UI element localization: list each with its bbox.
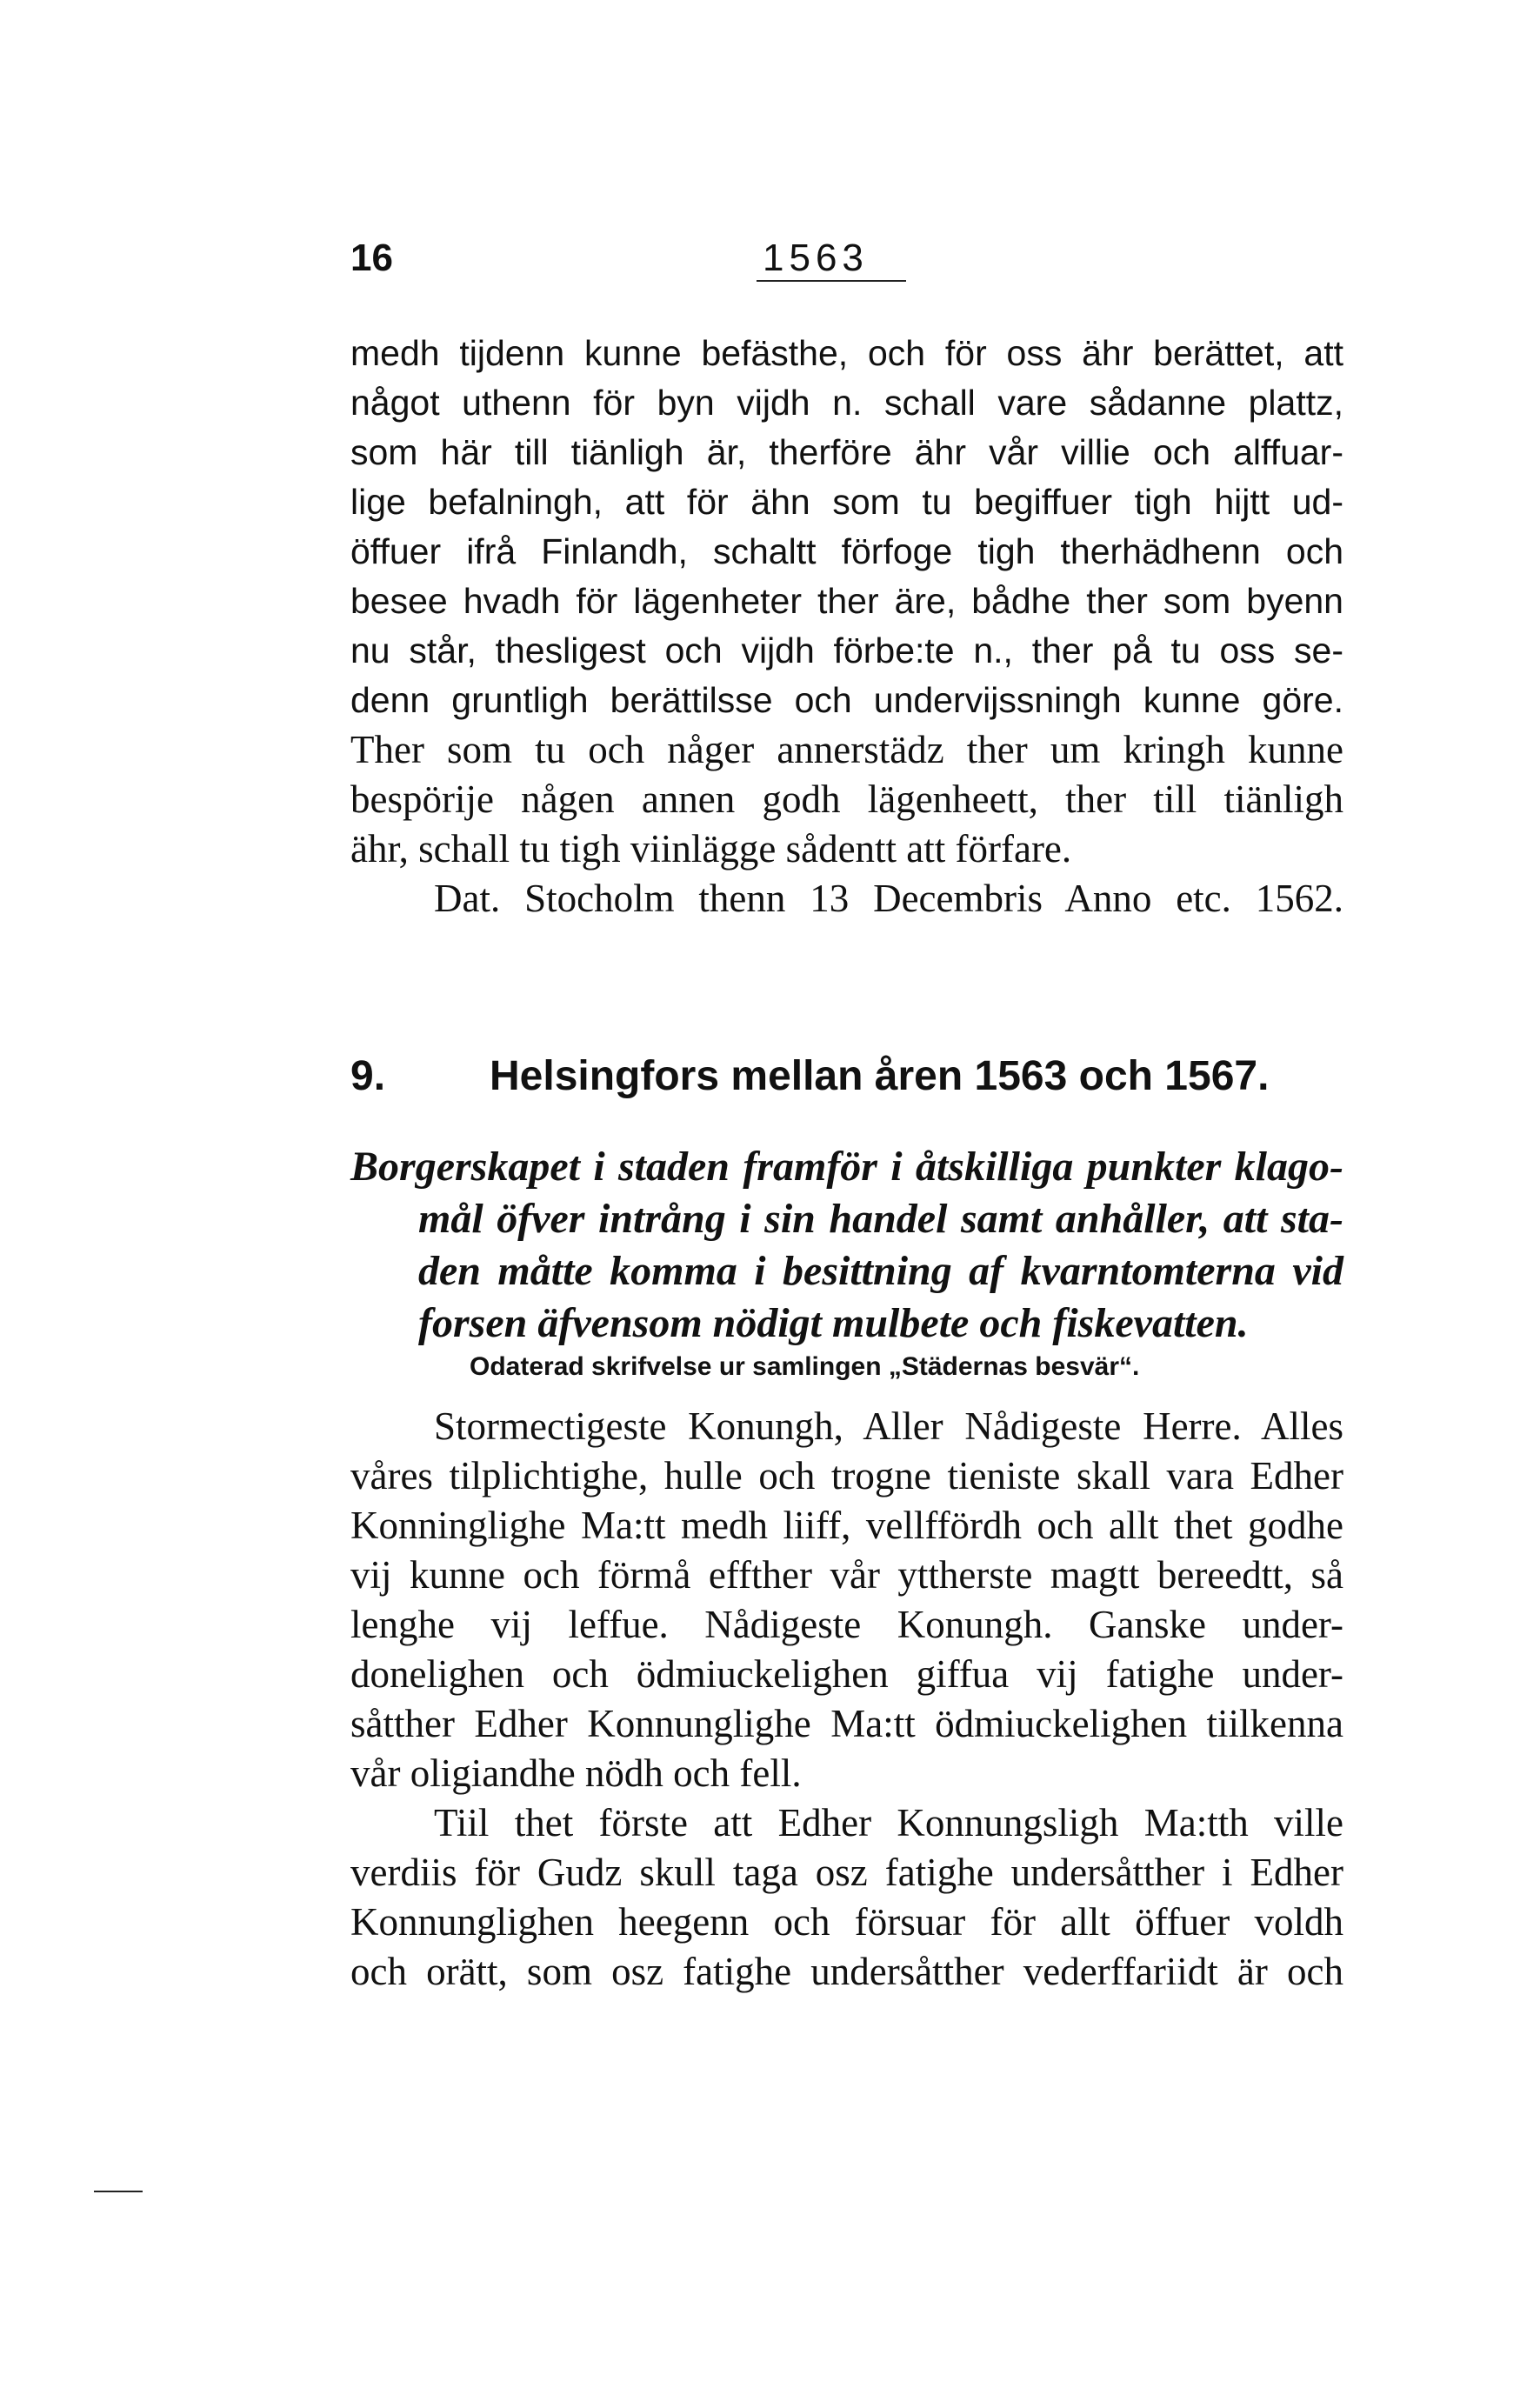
summary-line: forsen äfvensom nödigt mulbete och fiskevatten. bbox=[418, 1300, 1249, 1346]
text-line: något uthenn för byn vijdh n. schall vare sådanne plattz, bbox=[350, 383, 1343, 423]
text-line: verdiis för Gudz skull taga osz fatighe undersåtther i Edher bbox=[350, 1851, 1343, 1894]
letter-end-text bbox=[350, 329, 1343, 924]
summary-line: mål öfver intrång i sin handel samt anhåller, att sta- bbox=[418, 1196, 1343, 1242]
text-line: besee hvadh för lägenheter ther äre, bådhe ther som byenn bbox=[350, 581, 1343, 621]
text-line: och orätt, som osz fatighe undersåtther vederffariidt är och bbox=[350, 1950, 1343, 1993]
running-head-rule bbox=[757, 280, 906, 282]
stray-mark bbox=[94, 2191, 143, 2192]
source-note: Odaterad skrifvelse ur samlingen „Städernas besvär“. bbox=[470, 1352, 1140, 1381]
text-line: ähr, schall tu tigh viinlägge sådentt att förfare. bbox=[350, 827, 1072, 870]
text-line: Stormectigeste Konungh, Aller Nådigeste Herre. Alles bbox=[434, 1404, 1343, 1448]
text-line: lenghe vij leffue. Nådigeste Konungh. Ganske under- bbox=[350, 1603, 1343, 1646]
text-line: nu står, thesligest och vijdh förbe:te n., ther på tu oss se- bbox=[350, 630, 1343, 670]
text-line: Konnunglighen heegenn och försuar för allt öffuer voldh bbox=[350, 1900, 1343, 1944]
text-line: Tiil thet förste att Edher Konnungsligh Ma:tth ville bbox=[434, 1801, 1343, 1844]
section-summary bbox=[350, 1141, 1343, 1350]
text-line: som här till tiänligh är, therföre ähr vår villie och alffuar- bbox=[350, 432, 1343, 472]
text-line: öffuer ifrå Finlandh, schaltt förfoge tigh therhädhenn och bbox=[350, 531, 1343, 571]
text-line: våres tilplichtighe, hulle och trogne tieniste skall vara Edher bbox=[350, 1454, 1343, 1498]
text-line: bespörije någen annen godh lägenheett, ther till tiänligh bbox=[350, 777, 1343, 821]
summary-line: Borgerskapet i staden framför i åtskilliga punkter klago- bbox=[350, 1144, 1343, 1190]
letter-text bbox=[350, 1402, 1343, 1997]
text-line: Konninglighe Ma:tt medh liiff, vellffördh och allt thet godhe bbox=[350, 1504, 1343, 1547]
section-title: Helsingfors mellan åren 1563 och 1567. bbox=[490, 1053, 1270, 1099]
page-number: 16 bbox=[350, 237, 393, 279]
text-line: medh tijdenn kunne befästhe, och för oss ähr berättet, att bbox=[350, 333, 1343, 373]
text-line: vår oligiandhe nödh och fell. bbox=[350, 1751, 802, 1795]
summary-line: den måtte komma i besittning af kvarntomterna vid bbox=[418, 1248, 1343, 1294]
text-line: donelighen och ödmiuckelighen giffua vij fatighe under- bbox=[350, 1652, 1343, 1696]
section-number: 9. bbox=[350, 1053, 386, 1099]
running-head: 1563 bbox=[763, 237, 869, 279]
text-line: vij kunne och förmå effther vår yttherste magtt bereedtt, så bbox=[350, 1553, 1343, 1597]
dateline: Dat. Stocholm thenn 13 Decembris Anno etc. 1562. bbox=[434, 877, 1343, 920]
section-heading bbox=[350, 1052, 1269, 1100]
text-line: denn gruntligh berättilsse och undervijssningh kunne göre. bbox=[350, 680, 1343, 720]
text-line: Ther som tu och någer annerstädz ther um kringh kunne bbox=[350, 728, 1343, 771]
text-line: lige befalningh, att för ähn som tu begiffuer tigh hijtt ud- bbox=[350, 482, 1343, 522]
text-line: såtther Edher Konnunglighe Ma:tt ödmiuckelighen tiilkenna bbox=[350, 1702, 1343, 1745]
